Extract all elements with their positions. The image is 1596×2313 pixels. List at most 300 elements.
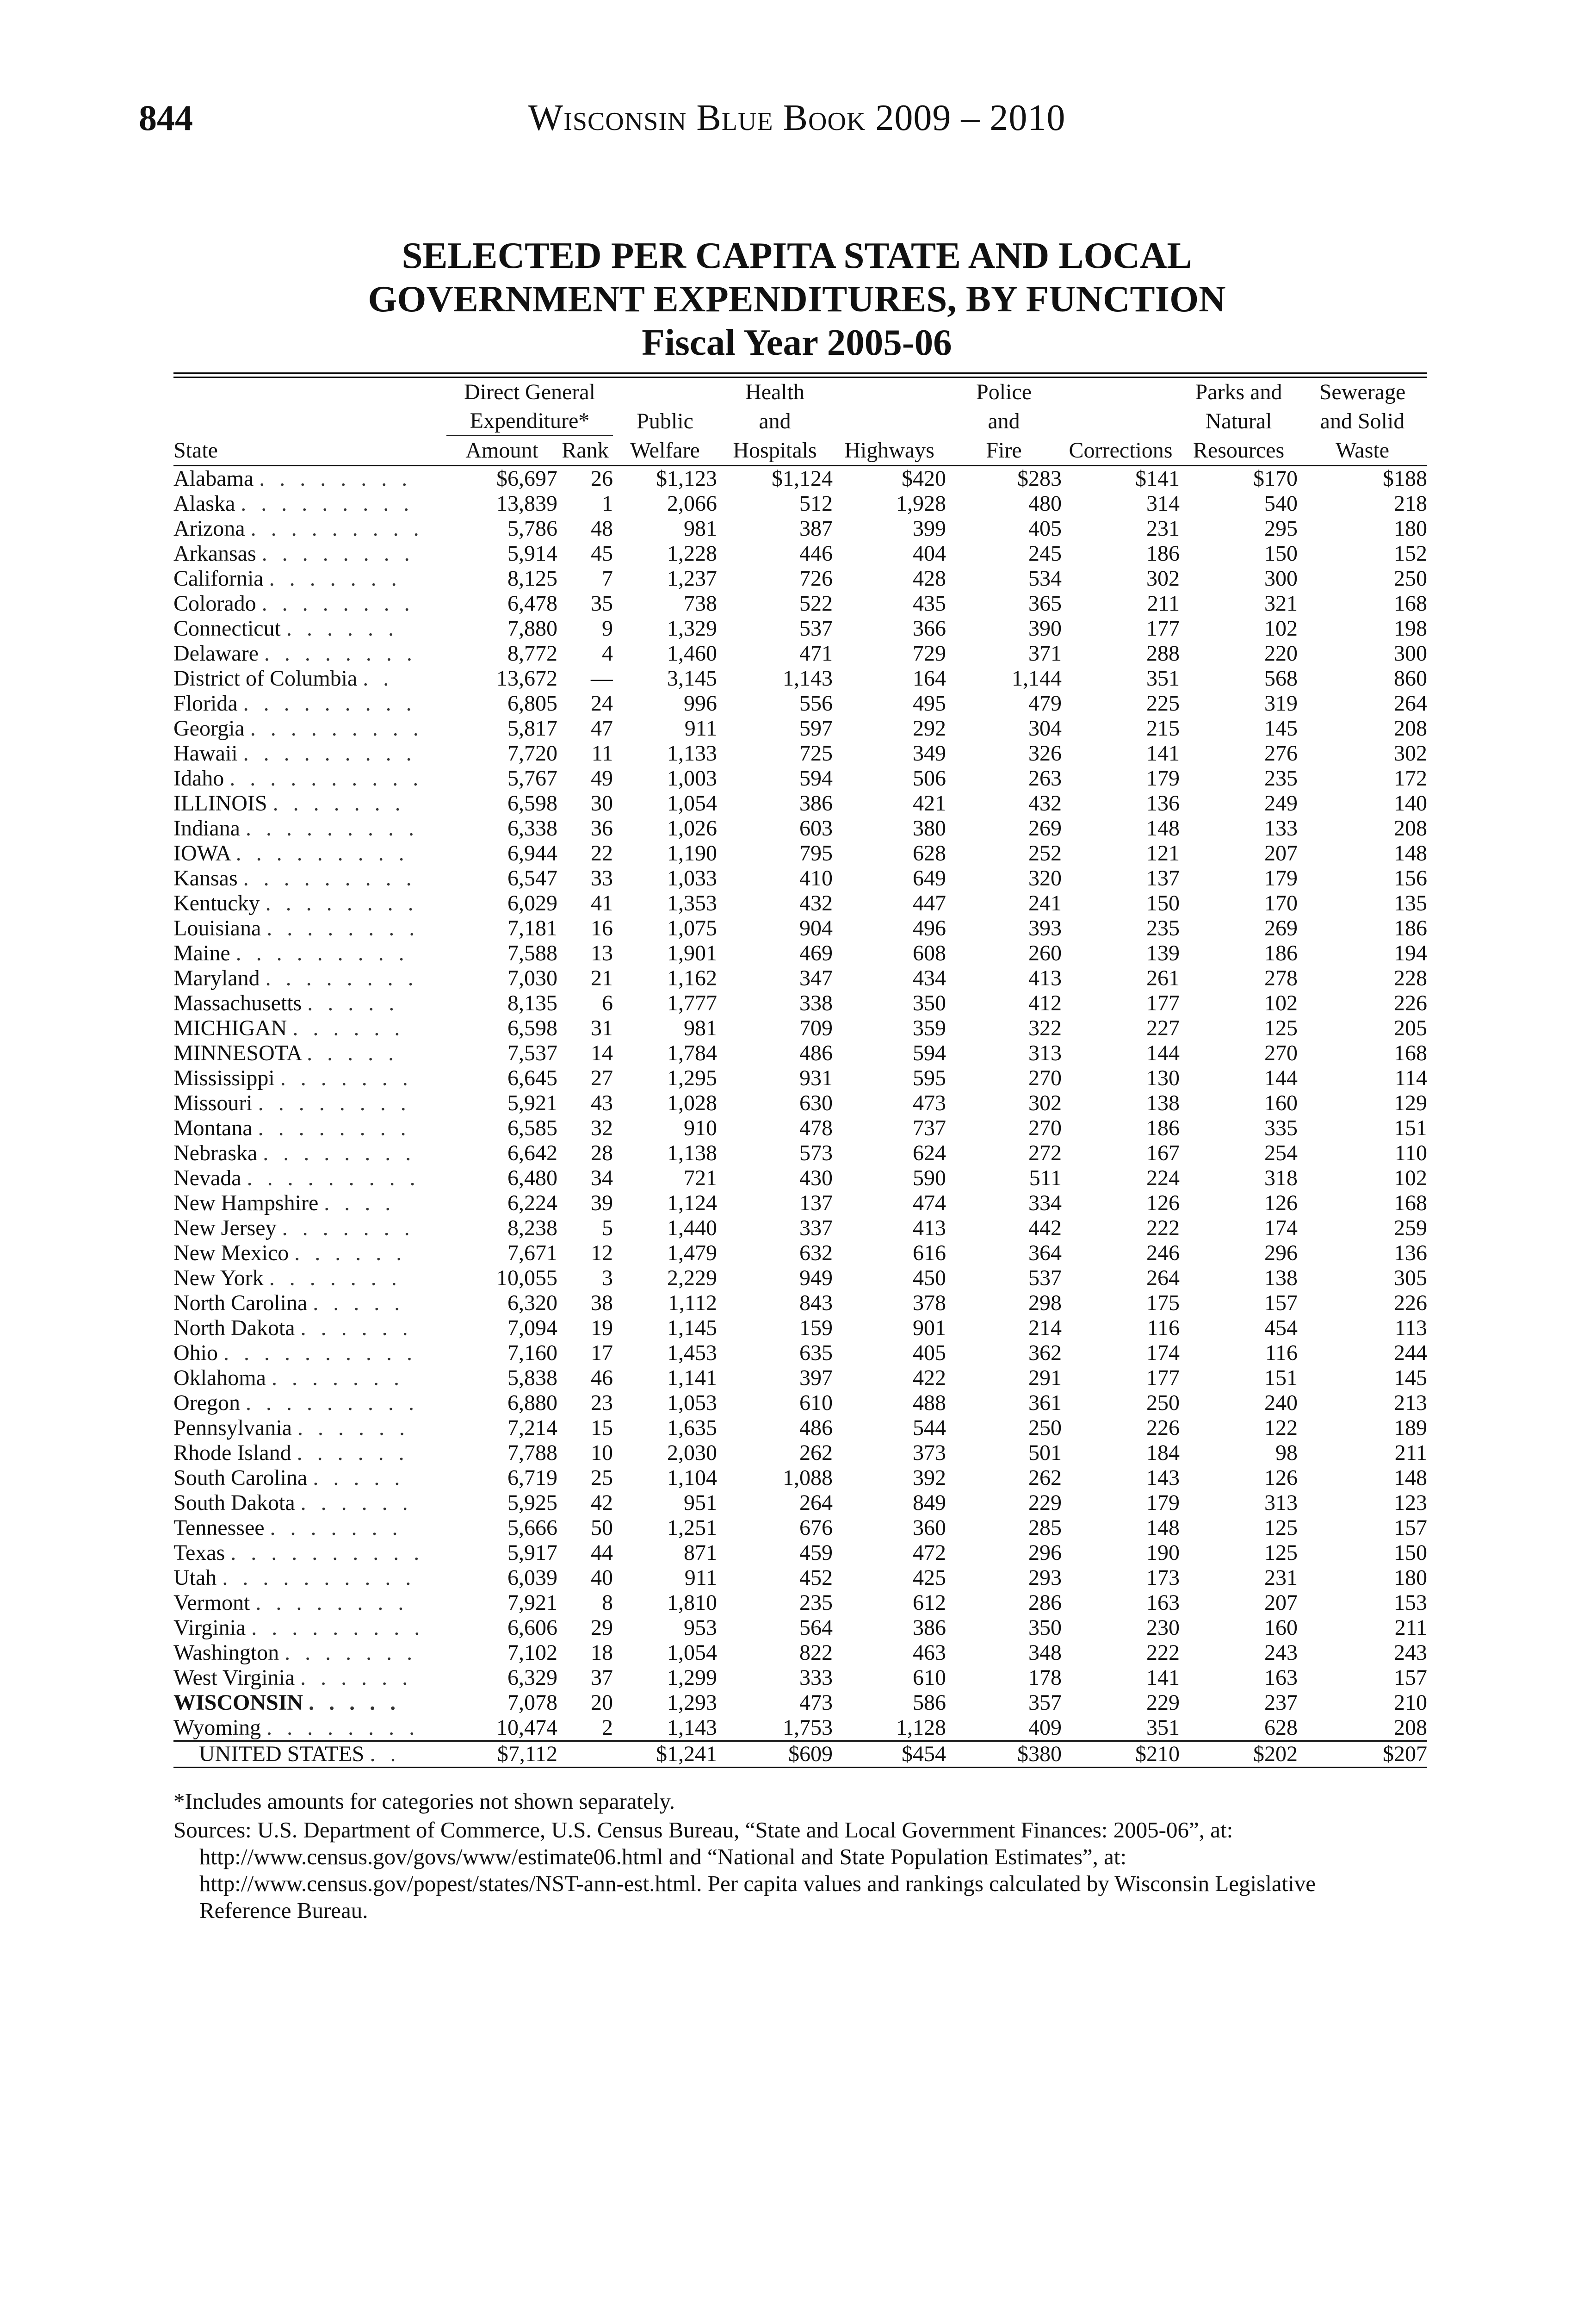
cell-sewerage-waste: 211 xyxy=(1394,1441,1428,1465)
header-state: State xyxy=(173,436,446,466)
state-name: Massachusetts xyxy=(173,991,302,1015)
cell-highways: 586 xyxy=(913,1690,946,1715)
table-row xyxy=(173,1316,1427,1341)
cell-amount: 6,338 xyxy=(507,816,557,841)
cell-health-hospitals: 709 xyxy=(799,1016,833,1040)
cell-public-welfare: 1,460 xyxy=(667,641,718,666)
cell-highways: 488 xyxy=(913,1391,946,1415)
cell-state xyxy=(173,1316,446,1341)
cell-state xyxy=(173,1366,446,1391)
cell-rank: 49 xyxy=(591,766,613,791)
leader-dots: . . . . . . . . . xyxy=(251,1615,425,1640)
cell-public-welfare: 911 xyxy=(684,716,718,741)
cell-amount: 5,838 xyxy=(507,1366,557,1390)
cell-corrections: 227 xyxy=(1146,1016,1180,1040)
cell-state xyxy=(173,491,446,516)
table-row xyxy=(173,1241,1427,1266)
cell-corrections: 351 xyxy=(1146,1715,1180,1740)
cell-police-fire: 178 xyxy=(1028,1665,1062,1690)
cell-sewerage-waste: 205 xyxy=(1394,1016,1428,1040)
cell-parks-resources: 144 xyxy=(1264,1066,1298,1090)
cell-rank: 42 xyxy=(591,1490,613,1515)
cell-corrections: 148 xyxy=(1146,816,1180,841)
cell-highways: 292 xyxy=(913,716,946,741)
cell-parks-resources: 207 xyxy=(1264,1590,1298,1615)
cell-parks-resources: 240 xyxy=(1264,1391,1298,1415)
cell-public-welfare: 951 xyxy=(684,1490,718,1515)
cell-sewerage-waste: 114 xyxy=(1394,1066,1428,1090)
cell-rank: 17 xyxy=(591,1341,613,1365)
cell-sewerage-waste: 210 xyxy=(1394,1690,1428,1715)
cell-police-fire: 320 xyxy=(1028,866,1062,891)
cell-public-welfare: 1,479 xyxy=(667,1241,718,1265)
cell-parks-resources: 126 xyxy=(1264,1191,1298,1215)
cell-amount: 6,585 xyxy=(507,1116,557,1140)
leader-dots: . . . . . xyxy=(309,1690,401,1715)
cell-rank: 31 xyxy=(591,1016,613,1040)
cell-corrections: 150 xyxy=(1146,891,1180,915)
cell-parks-resources: 207 xyxy=(1264,841,1298,866)
cell-state xyxy=(173,1016,446,1041)
cell-highways: 496 xyxy=(913,916,946,940)
table-row xyxy=(173,791,1427,816)
cell-sewerage-waste: 198 xyxy=(1394,616,1428,641)
cell-highways: 1,928 xyxy=(896,491,946,516)
cell-amount: 6,039 xyxy=(507,1565,557,1590)
cell-parks-resources: 454 xyxy=(1264,1316,1298,1340)
cell-police-fire: 413 xyxy=(1028,966,1062,990)
cell-amount: 10,055 xyxy=(496,1266,557,1290)
cell-corrections: 136 xyxy=(1146,791,1180,816)
cell-parks-resources: 278 xyxy=(1264,966,1298,990)
table-row xyxy=(173,816,1427,841)
cell-rank: 28 xyxy=(591,1141,613,1165)
cell-health-hospitals: 347 xyxy=(799,966,833,990)
cell-health-hospitals: 556 xyxy=(799,691,833,716)
state-name: Hawaii xyxy=(173,741,238,766)
cell-state xyxy=(173,691,446,716)
cell-state xyxy=(173,516,446,541)
cell-state xyxy=(173,1615,446,1640)
cell-corrections: 163 xyxy=(1146,1590,1180,1615)
leader-dots: . . . . . . . . xyxy=(255,1590,408,1615)
state-name: Utah xyxy=(173,1565,217,1590)
cell-parks-resources: 568 xyxy=(1264,666,1298,691)
cell-amount: 7,181 xyxy=(507,916,557,940)
cell-rank: 43 xyxy=(591,1091,613,1115)
header-parks-and: Parks and xyxy=(1195,380,1282,404)
cell-police-fire: 322 xyxy=(1028,1016,1062,1040)
cell-police-fire: 364 xyxy=(1028,1241,1062,1265)
table-row xyxy=(173,1116,1427,1141)
cell-amount: 6,598 xyxy=(507,1016,557,1040)
cell-police-fire: 362 xyxy=(1028,1341,1062,1365)
cell-sewerage-waste: 208 xyxy=(1394,716,1428,741)
cell-highways: 405 xyxy=(913,1341,946,1365)
cell-highways: 392 xyxy=(913,1466,946,1490)
cell-highways: 1,128 xyxy=(896,1715,946,1740)
cell-parks-resources: 220 xyxy=(1264,641,1298,666)
table-row xyxy=(173,1191,1427,1216)
cell-amount: 8,772 xyxy=(507,641,557,666)
cell-amount: 5,914 xyxy=(507,541,557,566)
cell-parks-resources: 102 xyxy=(1264,991,1298,1015)
cell-public-welfare: 1,251 xyxy=(667,1515,718,1540)
cell-amount: 6,029 xyxy=(507,891,557,915)
cell-highways: 380 xyxy=(913,816,946,841)
cell-corrections: 138 xyxy=(1146,1091,1180,1115)
cell-health-hospitals: 1,088 xyxy=(783,1466,833,1490)
leader-dots: . . . . . . . . . xyxy=(250,516,424,541)
cell-state xyxy=(173,566,446,591)
cell-corrections: 141 xyxy=(1146,1665,1180,1690)
cell-parks-resources: 254 xyxy=(1264,1141,1298,1165)
cell-police-fire: 409 xyxy=(1028,1715,1062,1740)
cell-public-welfare: 1,112 xyxy=(668,1291,718,1315)
table-row xyxy=(173,566,1427,591)
cell-parks-resources: 138 xyxy=(1264,1266,1298,1290)
cell-corrections: 121 xyxy=(1146,841,1180,866)
table-row xyxy=(173,1540,1427,1565)
cell-rank: 37 xyxy=(591,1665,613,1690)
cell-public-welfare: 738 xyxy=(684,591,718,616)
cell-sewerage-waste: 156 xyxy=(1394,866,1428,891)
cell-sewerage-waste: 244 xyxy=(1394,1341,1428,1365)
cell-state xyxy=(173,1066,446,1091)
table-row xyxy=(173,741,1427,766)
cell-health-hospitals: 1,753 xyxy=(783,1715,833,1740)
leader-dots: . . . . . . . . xyxy=(264,641,417,666)
state-name: Pennsylvania xyxy=(173,1416,292,1440)
cell-corrections: 174 xyxy=(1146,1341,1180,1365)
running-head xyxy=(139,97,1455,148)
cell-sewerage-waste: 153 xyxy=(1394,1590,1428,1615)
cell-public-welfare: 1,124 xyxy=(667,1191,718,1215)
cell-highways: 349 xyxy=(913,741,946,766)
header-expenditure: Expenditure* xyxy=(446,407,613,436)
header-sewerage: Sewerage xyxy=(1319,380,1406,404)
footnote: *Includes amounts for categories not shown separately. xyxy=(173,1788,675,1814)
cell-corrections: 261 xyxy=(1146,966,1180,990)
leader-dots: . . . . . . . . xyxy=(258,1116,411,1140)
cell-parks-resources: 235 xyxy=(1264,766,1298,791)
cell-sewerage-waste: 102 xyxy=(1394,1166,1428,1190)
cell-parks-resources: 186 xyxy=(1264,941,1298,965)
cell-state xyxy=(173,1466,446,1490)
cell-parks-resources: 157 xyxy=(1264,1291,1298,1315)
cell-health-hospitals: 603 xyxy=(799,816,833,841)
cell-public-welfare: 2,229 xyxy=(667,1266,718,1290)
cell-sewerage-waste: 300 xyxy=(1394,641,1428,666)
cell-police-fire: 285 xyxy=(1028,1515,1062,1540)
cell-public-welfare: 2,066 xyxy=(667,491,718,516)
table-row xyxy=(173,1216,1427,1241)
cell-sewerage-waste: 860 xyxy=(1394,666,1428,691)
cell-police-fire: 371 xyxy=(1028,641,1062,666)
leader-dots: . . . . . xyxy=(313,1291,405,1315)
cell-sewerage-waste: 226 xyxy=(1394,1291,1428,1315)
cell-police-fire: 537 xyxy=(1028,1266,1062,1290)
table-row xyxy=(173,966,1427,991)
cell-sewerage-waste: 151 xyxy=(1394,1116,1428,1140)
leader-dots: . . . . . . . . . xyxy=(235,941,409,965)
header-amount: Amount xyxy=(446,436,557,466)
cell-police-fire: 272 xyxy=(1028,1141,1062,1165)
cell-highways: 366 xyxy=(913,616,946,641)
cell-rank: 36 xyxy=(591,816,613,841)
cell-corrections: $141 xyxy=(1135,466,1180,491)
cell-sewerage-waste: 135 xyxy=(1394,891,1428,915)
title-subtitle: Fiscal Year 2005-06 xyxy=(642,322,952,363)
cell-state xyxy=(173,816,446,841)
cell-sewerage-waste: 302 xyxy=(1394,741,1428,766)
cell-health-hospitals: 822 xyxy=(799,1640,833,1665)
cell-amount: 7,030 xyxy=(507,966,557,990)
cell-health-hospitals: 843 xyxy=(799,1291,833,1315)
cell-sewerage-waste: 113 xyxy=(1394,1316,1428,1340)
leader-dots: . . . . . . . xyxy=(270,1515,402,1540)
expenditure-table-container xyxy=(173,372,1427,1768)
cell-state xyxy=(173,866,446,891)
cell-state xyxy=(173,1540,446,1565)
cell-state xyxy=(173,1191,446,1216)
cell-rank: 18 xyxy=(591,1640,613,1665)
cell-state xyxy=(173,741,446,766)
cell-sewerage-waste: 168 xyxy=(1394,591,1428,616)
cell-corrections: 116 xyxy=(1147,1316,1180,1340)
cell-public-welfare: 1,901 xyxy=(667,941,718,965)
cell-amount: 7,720 xyxy=(507,741,557,766)
cell-health-hospitals: 512 xyxy=(799,491,833,516)
table-row xyxy=(173,1066,1427,1091)
cell-amount: 6,224 xyxy=(507,1191,557,1215)
book-title xyxy=(139,97,1455,139)
cell-highways: 495 xyxy=(913,691,946,716)
state-name: Idaho xyxy=(173,766,224,791)
cell-public-welfare: 1,299 xyxy=(667,1665,718,1690)
table-header xyxy=(173,378,1427,466)
cell-police-fire: 270 xyxy=(1028,1116,1062,1140)
leader-dots: . . . . . . . . . . xyxy=(222,1565,416,1590)
leader-dots: . . . . . . . . . . xyxy=(223,1341,417,1365)
table-row xyxy=(173,491,1427,516)
table-row xyxy=(173,1166,1427,1191)
cell-rank: 39 xyxy=(591,1191,613,1215)
cell-state xyxy=(173,1241,446,1266)
cell-public-welfare: 1,054 xyxy=(667,791,718,816)
cell-corrections: 190 xyxy=(1146,1540,1180,1565)
leader-dots: . . . . . . . . . xyxy=(245,1391,419,1415)
state-name: Washington xyxy=(173,1640,279,1665)
cell-health-hospitals: 473 xyxy=(799,1690,833,1715)
cell-amount: 6,547 xyxy=(507,866,557,891)
state-name: Colorado xyxy=(173,591,256,616)
cell-highways: 472 xyxy=(913,1540,946,1565)
cell-parks-resources: 249 xyxy=(1264,791,1298,816)
cell-highways: 413 xyxy=(913,1216,946,1240)
cell-amount: 5,666 xyxy=(507,1515,557,1540)
table-row xyxy=(173,1016,1427,1041)
table-row xyxy=(173,841,1427,866)
state-name: South Dakota xyxy=(173,1490,295,1515)
leader-dots: . . . . . . . . . xyxy=(243,741,416,766)
cell-public-welfare: 1,053 xyxy=(667,1391,718,1415)
cell-state xyxy=(173,1665,446,1690)
cell-highways: 610 xyxy=(913,1665,946,1690)
cell-highways: 594 xyxy=(913,1041,946,1065)
cell-sewerage-waste: 172 xyxy=(1394,766,1428,791)
cell-corrections: $210 xyxy=(1062,1741,1180,1768)
table-row xyxy=(173,1466,1427,1490)
cell-corrections: 302 xyxy=(1146,566,1180,591)
cell-sewerage-waste: 180 xyxy=(1394,516,1428,541)
state-name: Nebraska xyxy=(173,1141,258,1165)
cell-sewerage-waste: 228 xyxy=(1394,966,1428,990)
cell-amount: 13,672 xyxy=(496,666,557,691)
cell-corrections: 250 xyxy=(1146,1391,1180,1415)
leader-dots: . . . . . . xyxy=(297,1416,409,1440)
cell-sewerage-waste: 168 xyxy=(1394,1191,1428,1215)
cell-highways: 901 xyxy=(913,1316,946,1340)
cell-corrections: 229 xyxy=(1146,1690,1180,1715)
state-name: Connecticut xyxy=(173,616,281,641)
header-hospitals: Hospitals xyxy=(717,436,833,466)
state-name: Georgia xyxy=(173,716,245,741)
leader-dots: . . . . . . . . xyxy=(261,541,414,566)
table-row xyxy=(173,1141,1427,1166)
cell-highways: 616 xyxy=(913,1241,946,1265)
table-row xyxy=(173,1441,1427,1466)
cell-highways: 624 xyxy=(913,1141,946,1165)
cell-public-welfare: 2,030 xyxy=(667,1441,718,1465)
cell-police-fire: 241 xyxy=(1028,891,1062,915)
table-row xyxy=(173,1266,1427,1291)
state-name: ILLINOIS xyxy=(173,791,267,816)
cell-amount: 7,094 xyxy=(507,1316,557,1340)
cell-sewerage-waste: 110 xyxy=(1394,1141,1428,1165)
cell-corrections: 143 xyxy=(1146,1466,1180,1490)
cell-highways: 422 xyxy=(913,1366,946,1390)
cell-highways: 450 xyxy=(913,1266,946,1290)
leader-dots: . . . . . xyxy=(313,1466,405,1490)
cell-amount: $7,112 xyxy=(446,1741,557,1768)
table-top-rule xyxy=(173,372,1427,374)
cell-state xyxy=(173,1441,446,1466)
cell-corrections: 137 xyxy=(1146,866,1180,891)
cell-rank: 24 xyxy=(591,691,613,716)
state-name: New Jersey xyxy=(173,1216,277,1240)
table-row xyxy=(173,1690,1427,1715)
cell-police-fire: 293 xyxy=(1028,1565,1062,1590)
cell-public-welfare: 1,440 xyxy=(667,1216,718,1240)
cell-amount: 7,921 xyxy=(507,1590,557,1615)
cell-public-welfare: $1,241 xyxy=(613,1741,717,1768)
cell-amount: 7,214 xyxy=(507,1416,557,1440)
leader-dots: . . . . . . . . xyxy=(266,1715,420,1740)
state-name: Nevada xyxy=(173,1166,241,1190)
cell-corrections: 144 xyxy=(1146,1041,1180,1065)
header-corrections: Corrections xyxy=(1062,436,1180,466)
cell-state xyxy=(173,916,446,941)
cell-rank: 47 xyxy=(591,716,613,741)
cell-highways: 399 xyxy=(913,516,946,541)
cell-amount: 6,805 xyxy=(507,691,557,716)
cell-parks-resources: 313 xyxy=(1264,1490,1298,1515)
leader-dots: . . . . . . . . xyxy=(266,916,420,940)
state-name: Alaska xyxy=(173,491,235,516)
cell-police-fire: 334 xyxy=(1028,1191,1062,1215)
cell-highways: 428 xyxy=(913,566,946,591)
cell-amount: 7,671 xyxy=(507,1241,557,1265)
cell-corrections: 177 xyxy=(1146,991,1180,1015)
cell-health-hospitals: 264 xyxy=(799,1490,833,1515)
header-rank: Rank xyxy=(557,436,613,466)
us-total-row xyxy=(173,1741,1427,1768)
cell-public-welfare: 1,075 xyxy=(667,916,718,940)
cell-sewerage-waste: 189 xyxy=(1394,1416,1428,1440)
cell-health-hospitals: 537 xyxy=(799,616,833,641)
cell-health-hospitals: 338 xyxy=(799,991,833,1015)
cell-highways: 544 xyxy=(913,1416,946,1440)
cell-highways: 164 xyxy=(913,666,946,691)
cell-health-hospitals: 573 xyxy=(799,1141,833,1165)
leader-dots: . . . . . . . . . xyxy=(235,841,409,866)
cell-amount: 8,238 xyxy=(507,1216,557,1240)
cell-rank: 19 xyxy=(591,1316,613,1340)
table-row xyxy=(173,1341,1427,1366)
cell-police-fire: 313 xyxy=(1028,1041,1062,1065)
leader-dots: . . . . . xyxy=(307,991,399,1015)
cell-state xyxy=(173,1141,446,1166)
cell-highways: 360 xyxy=(913,1515,946,1540)
cell-amount: 6,944 xyxy=(507,841,557,866)
state-name: Oregon xyxy=(173,1391,240,1415)
cell-rank: 11 xyxy=(591,741,613,766)
cell-public-welfare: 1,104 xyxy=(667,1466,718,1490)
cell-police-fire: 269 xyxy=(1028,816,1062,841)
cell-corrections: 179 xyxy=(1146,766,1180,791)
table-row xyxy=(173,1665,1427,1690)
cell-rank: 30 xyxy=(591,791,613,816)
cell-corrections: 246 xyxy=(1146,1241,1180,1265)
header-resources: Resources xyxy=(1180,436,1298,466)
cell-sewerage-waste: 157 xyxy=(1394,1665,1428,1690)
header-police-and: and xyxy=(988,409,1020,433)
header-health: Health xyxy=(745,380,804,404)
state-name: Maryland xyxy=(173,966,260,990)
table-row xyxy=(173,1590,1427,1615)
cell-police-fire: 405 xyxy=(1028,516,1062,541)
cell-health-hospitals: 949 xyxy=(799,1266,833,1290)
cell-state xyxy=(173,616,446,641)
cell-amount: 5,817 xyxy=(507,716,557,741)
cell-health-hospitals: 333 xyxy=(799,1665,833,1690)
table-row xyxy=(173,691,1427,716)
table-row xyxy=(173,1366,1427,1391)
leader-dots: . . . . . . . . . . xyxy=(229,766,423,791)
cell-state xyxy=(173,1690,446,1715)
cell-sewerage-waste: 305 xyxy=(1394,1266,1428,1290)
cell-rank: 5 xyxy=(602,1216,613,1240)
cell-sewerage-waste: 218 xyxy=(1394,491,1428,516)
cell-corrections: 231 xyxy=(1146,516,1180,541)
cell-state xyxy=(173,716,446,741)
cell-state xyxy=(173,1266,446,1291)
cell-public-welfare: 1,026 xyxy=(667,816,718,841)
cell-corrections: 226 xyxy=(1146,1416,1180,1440)
table-row xyxy=(173,1615,1427,1640)
cell-corrections: 351 xyxy=(1146,666,1180,691)
